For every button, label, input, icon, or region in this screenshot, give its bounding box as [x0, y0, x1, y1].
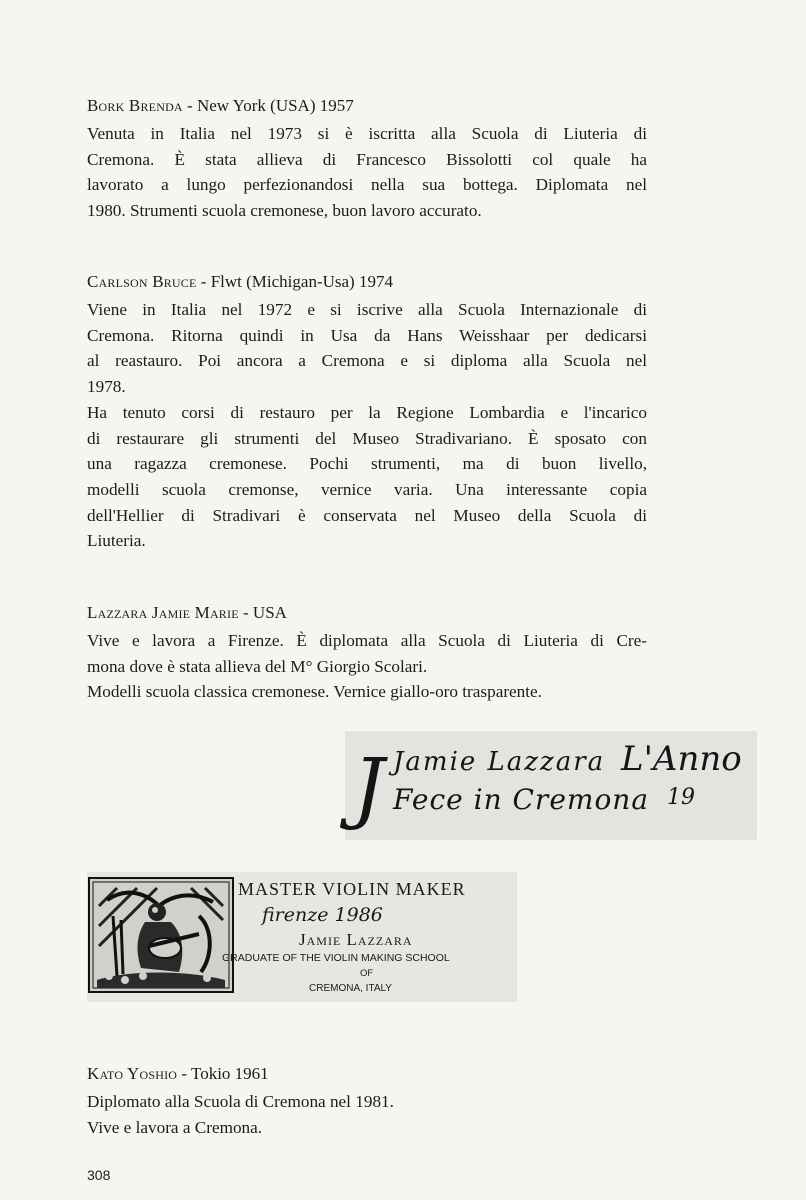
body-line: 1980. Strumenti scuola cremonese, buon lavoro accurato.: [87, 201, 482, 221]
body-line: Vive e lavora a Firenze. È diplomata alla Scuola di Liuteria di Cre-: [87, 631, 647, 650]
body-line: dell'Hellier di Stradivari è conservata nel Museo della Scuola di: [87, 505, 647, 525]
body-line: Diplomato alla Scuola di Cremona nel 1981.: [87, 1092, 394, 1111]
maker-origin: - USA: [238, 603, 287, 622]
label-maker-name: Jamie Lazzara: [299, 930, 413, 949]
handwritten-violin-label: [345, 731, 757, 840]
label-place-line: Fece in Cremona: [393, 783, 650, 816]
body-line: mona dove è stata allieva del M° Giorgio Scolari.: [87, 656, 428, 676]
entry-carlson-bruce: [87, 272, 647, 554]
label-maker-line: Jamie Lazzara: [393, 747, 606, 777]
entry-lazzara-jamie-marie: [87, 603, 647, 705]
label-graduate-line: GRADUATE OF THE VIOLIN MAKING SCHOOL: [222, 952, 450, 964]
maker-name: Carlson Bruce: [87, 272, 197, 291]
body-line: Vive e lavora a Cremona.: [87, 1117, 263, 1137]
entry-heading: [87, 272, 647, 292]
entry-heading: [87, 1064, 647, 1084]
body-line: Ha tenuto corsi di restauro per la Regione Lombardia e l'incarico: [87, 402, 647, 422]
label-handwritten-place-date: firenze 1986: [262, 904, 383, 926]
body-line: Venuta in Italia nel 1973 si è iscritta alla Scuola di Liuteria di: [87, 124, 647, 143]
body-line: Cremona. Ritorna quindi in Usa da Hans Weisshaar per dedicarsi: [87, 325, 647, 345]
body-line: una ragazza cremonese. Pochi strumenti, ma di buon livello,: [87, 454, 647, 474]
entry-body: [87, 121, 647, 224]
body-line: al reastauro. Poi ancora a Cremona e si diploma alla Scuola nel: [87, 351, 647, 371]
label-title: MASTER VIOLIN MAKER: [238, 879, 466, 899]
entry-heading: [87, 96, 647, 116]
label-city-line: CREMONA, ITALY: [309, 983, 392, 994]
body-line: modelli scuola cremonse, vernice varia. Una interessante copia: [87, 479, 647, 499]
entry-body: [87, 1089, 647, 1140]
luthier-woodcut-image: [87, 876, 235, 994]
entry-bork-brenda: [87, 96, 647, 224]
entry-body: [87, 628, 647, 705]
printed-violin-label: [87, 872, 517, 1002]
label-year-prefix: 19: [667, 785, 695, 810]
maker-name: Bork Brenda: [87, 96, 183, 115]
body-line: Cremona. È stata allieva di Francesco Bissolotti col quale ha: [87, 149, 647, 169]
page-number: 308: [87, 1167, 111, 1183]
body-line: lavorato a lungo perfezionandosi nella sua bottega. Diplomata nel: [87, 175, 647, 195]
maker-origin: - New York (USA) 1957: [182, 96, 354, 115]
entry-heading: [87, 603, 647, 623]
entry-kato-yoshio: [87, 1064, 647, 1140]
body-line: Viene in Italia nel 1972 e si iscrive alla Scuola Internazionale di: [87, 300, 647, 319]
body-line: di restaurare gli strumenti del Museo Stradivariano. È sposato con: [87, 428, 647, 448]
label-big-j-glyph: J: [353, 743, 385, 833]
entry-body: [87, 297, 647, 554]
maker-origin: - Flwt (Michigan-Usa) 1974: [196, 272, 393, 291]
maker-name: Lazzara Jamie Marie: [87, 603, 239, 622]
body-line: Liuteria.: [87, 531, 146, 551]
maker-name: Kato Yoshio: [87, 1064, 178, 1083]
maker-origin: - Tokio 1961: [177, 1064, 269, 1083]
body-line: Modelli scuola classica cremonese. Vernice giallo-oro trasparente.: [87, 682, 542, 702]
label-anno: L'Anno: [621, 739, 742, 779]
label-of-line: OF: [360, 968, 374, 979]
body-line: 1978.: [87, 377, 126, 397]
